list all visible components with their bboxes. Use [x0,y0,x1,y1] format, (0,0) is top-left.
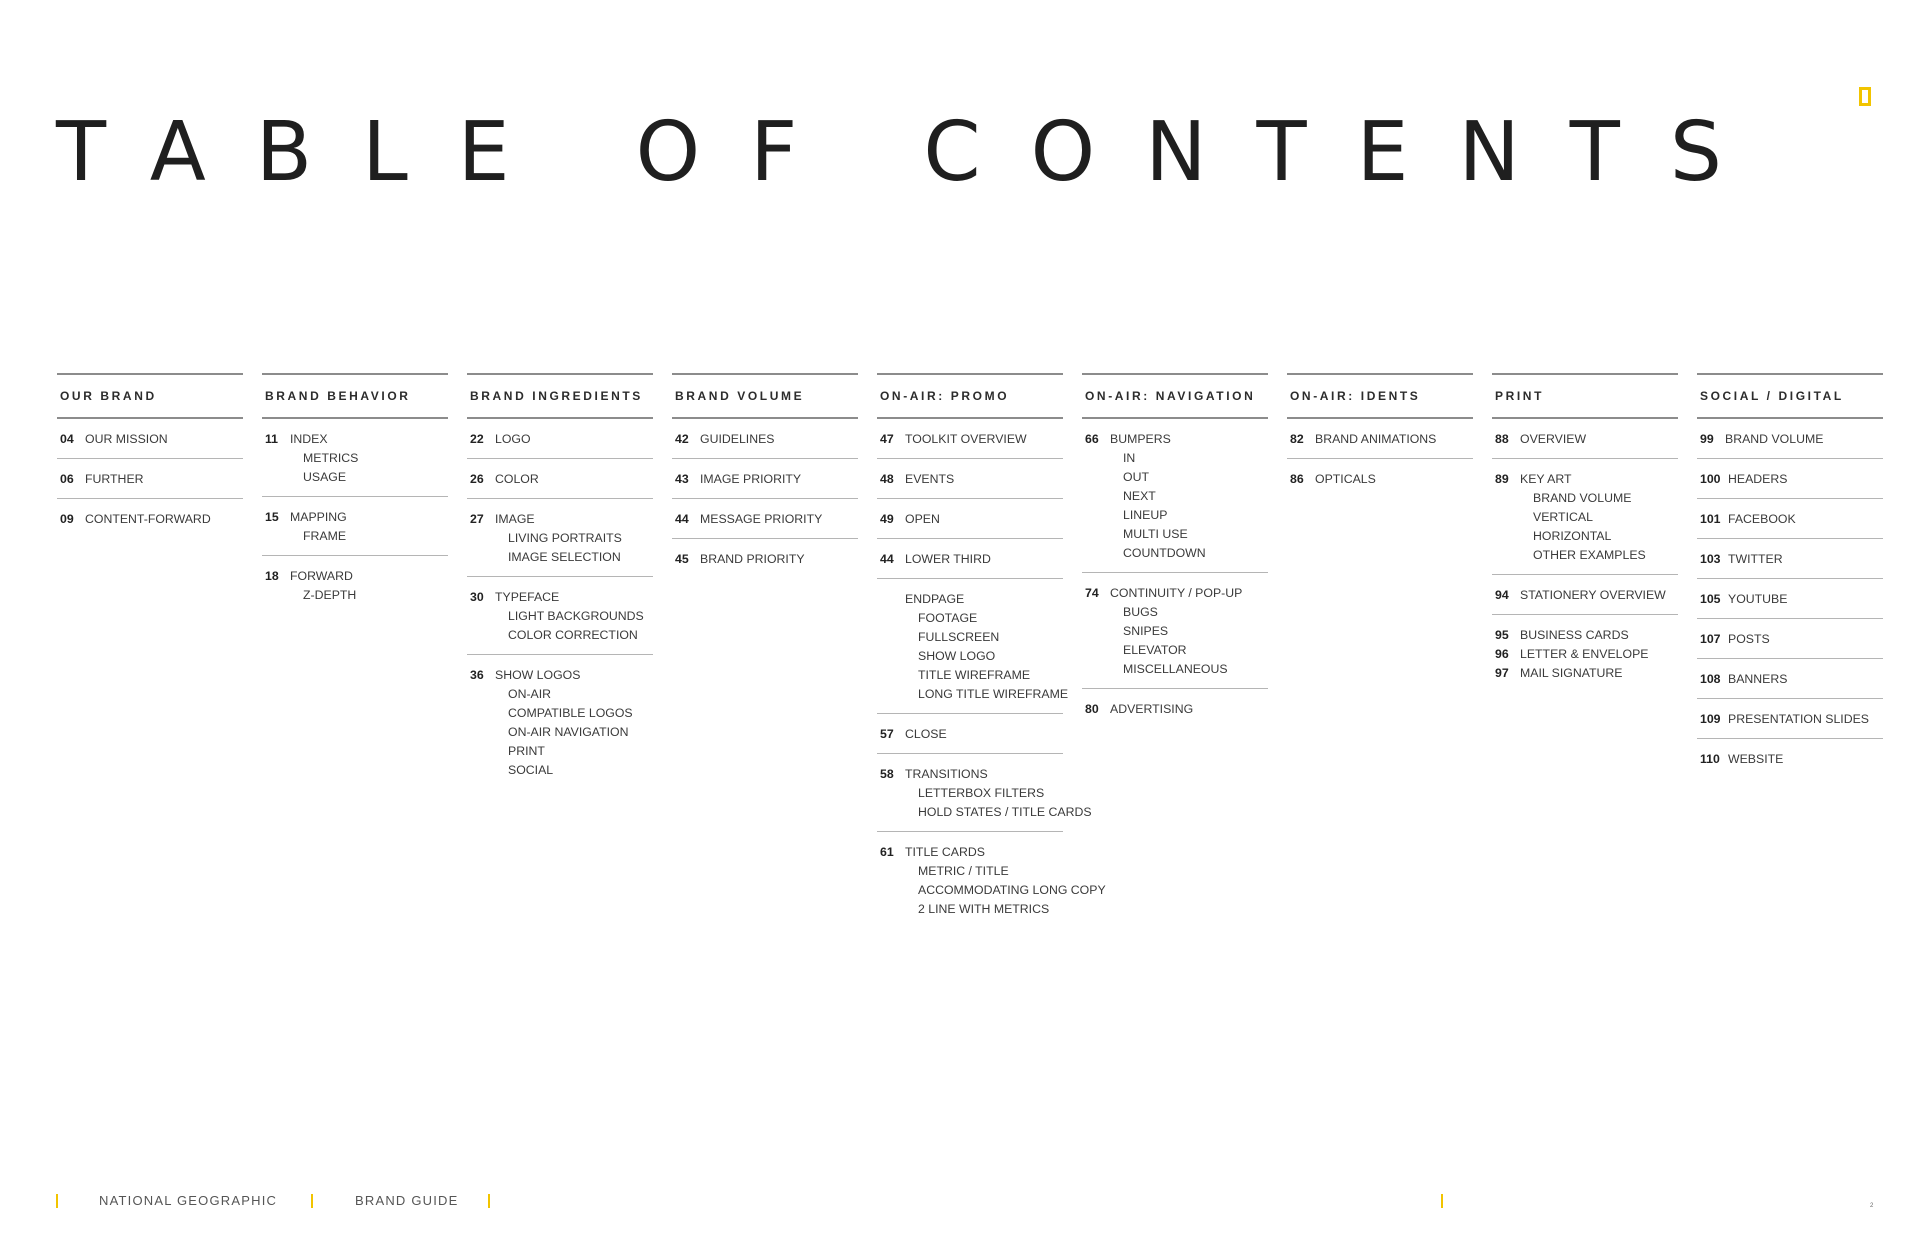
column-heading: ON-AIR: NAVIGATION [1082,375,1268,419]
toc-entry[interactable] [1492,419,1678,459]
toc-entry-label: MAIL SIGNATURE [1520,666,1623,680]
toc-entry-line [1700,470,1883,489]
toc-entry-label: BRAND PRIORITY [700,552,805,566]
toc-entry-label: TWITTER [1728,552,1783,566]
toc-subentry[interactable]: LONG TITLE WIREFRAME [918,687,1069,701]
toc-column [672,373,858,928]
page-ref-number: 22 [470,432,484,446]
page-ref-number: 110 [1700,752,1720,766]
toc-entry-line [1495,626,1678,645]
toc-entry-line [1700,670,1883,689]
column-heading: ON-AIR: PROMO [877,375,1063,419]
toc-columns [57,373,1883,928]
toc-subentry[interactable]: COMPATIBLE LOGOS [508,706,633,720]
toc-entry-label: HEADERS [1728,472,1788,486]
toc-entry-label: IMAGE PRIORITY [700,472,802,486]
toc-subentry[interactable]: ON-AIR NAVIGATION [508,725,629,739]
toc-subentry[interactable]: BUGS [1123,605,1158,619]
toc-entry-label: ADVERTISING [1110,702,1194,716]
toc-entry-label: OUR MISSION [85,432,168,446]
toc-entry-label: CONTENT-FORWARD [85,512,211,526]
toc-entry[interactable] [57,459,243,499]
page-ref-number: 36 [470,668,484,682]
toc-entry-line [1495,470,1678,489]
toc-entry[interactable] [672,499,858,539]
toc-entry-line [1495,430,1678,449]
toc-entry-line [880,590,1063,609]
toc-entry-line [880,725,1063,744]
toc-entry[interactable] [1492,615,1678,692]
toc-entry-label: TRANSITIONS [905,767,988,781]
toc-entry[interactable] [877,832,1106,928]
toc-column [1492,373,1678,928]
page-ref-number: 43 [675,472,689,486]
toc-subentry[interactable]: IN [1123,451,1136,465]
toc-entry[interactable] [877,499,1063,539]
toc-entry-line [1495,586,1678,605]
toc-entry[interactable] [1697,659,1883,699]
toc-entry[interactable] [1697,579,1883,619]
toc-entry-label: SHOW LOGOS [495,668,581,682]
toc-entry[interactable] [467,419,653,459]
toc-entry-label: ENDPAGE [905,592,965,606]
toc-entry-line [265,430,448,449]
toc-entry-line [470,666,653,685]
toc-entry[interactable] [57,419,243,459]
toc-entry-label: LOWER THIRD [905,552,991,566]
column-heading: BRAND INGREDIENTS [467,375,653,419]
toc-entry[interactable] [1492,575,1678,615]
toc-subentry[interactable]: Z-DEPTH [303,588,357,602]
toc-subentry[interactable]: SHOW LOGO [918,649,996,663]
page-ref-number: 49 [880,512,894,526]
page-ref-number: 80 [1085,702,1099,716]
column-heading: PRINT [1492,375,1678,419]
toc-column [1287,373,1473,928]
page-ref-number: 103 [1700,552,1721,566]
toc-subentry[interactable]: VERTICAL [1533,510,1593,524]
toc-entry[interactable] [877,539,1063,579]
toc-entry-line [1700,630,1883,649]
toc-subentry[interactable]: HORIZONTAL [1533,529,1612,543]
footer-divider-icon [488,1194,490,1208]
toc-entry[interactable] [467,655,653,789]
toc-entry-label: TITLE CARDS [905,845,985,859]
page-ref-number: 18 [265,569,279,583]
toc-subentry[interactable]: USAGE [303,470,347,484]
toc-entry[interactable] [672,459,858,499]
page-ref-number: 88 [1495,432,1509,446]
toc-subentry[interactable]: 2 LINE WITH METRICS [918,902,1050,916]
toc-entry-label: BRAND ANIMATIONS [1315,432,1437,446]
toc-entry-label: BUMPERS [1110,432,1171,446]
page-ref-number: 82 [1290,432,1304,446]
page-ref-number: 15 [265,510,279,524]
toc-entry[interactable] [877,459,1063,499]
toc-entry[interactable] [1697,539,1883,579]
toc-entry-line [265,508,448,527]
toc-subentry[interactable]: TITLE WIREFRAME [918,668,1031,682]
toc-subentry[interactable]: BRAND VOLUME [1533,491,1632,505]
toc-column [1082,373,1268,928]
page-ref-number: 95 [1495,628,1509,642]
toc-entry-line [675,470,858,489]
toc-entry[interactable] [262,556,448,614]
toc-entry-label: CONTINUITY / POP-UP [1110,586,1243,600]
toc-entry-label: YOUTUBE [1728,592,1788,606]
column-heading: BRAND VOLUME [672,375,858,419]
page-ref-number: 45 [675,552,689,566]
toc-entry-label: BRAND VOLUME [1725,432,1824,446]
page-number: 2 [1870,1203,1874,1209]
toc-entry-label: GUIDELINES [700,432,775,446]
toc-entry[interactable] [877,714,1063,754]
toc-entry-line [470,588,653,607]
toc-entry-label: EVENTS [905,472,955,486]
column-heading: BRAND BEHAVIOR [262,375,448,419]
toc-entry-label: FORWARD [290,569,353,583]
toc-entry-label: IMAGE [495,512,535,526]
toc-entry-label: FURTHER [85,472,144,486]
toc-entry-line [880,470,1063,489]
page-ref-number: 06 [60,472,74,486]
footer-divider-icon [311,1194,313,1208]
page-ref-number: 27 [470,512,484,526]
page-ref-number: 108 [1700,672,1721,686]
toc-entry-line [470,430,653,449]
toc-entry-line [1700,430,1883,449]
toc-entry[interactable] [1697,699,1883,739]
column-heading: OUR BRAND [57,375,243,419]
page-ref-number: 99 [1700,432,1714,446]
toc-subentry[interactable]: FULLSCREEN [918,630,1000,644]
page-ref-number: 04 [60,432,74,446]
page-ref-number: 96 [1495,647,1509,661]
toc-column [262,373,448,928]
toc-subentry[interactable]: NEXT [1123,489,1156,503]
page-ref-number: 89 [1495,472,1509,486]
page-ref-number: 09 [60,512,74,526]
toc-entry-label: FACEBOOK [1728,512,1796,526]
toc-entry-label: BUSINESS CARDS [1520,628,1629,642]
toc-subentry[interactable]: MISCELLANEOUS [1123,662,1228,676]
toc-entry[interactable] [672,419,858,459]
page-ref-number: 74 [1085,586,1099,600]
toc-subentry[interactable]: OTHER EXAMPLES [1533,548,1646,562]
toc-entry-line [1085,430,1268,449]
toc-entry-line [1700,590,1883,609]
toc-entry-label: TOOLKIT OVERVIEW [905,432,1027,446]
toc-subentry[interactable]: SNIPES [1123,624,1169,638]
toc-entry-label: POSTS [1728,632,1770,646]
nat-geo-logo-icon [1859,87,1871,106]
toc-subentry[interactable]: HOLD STATES / TITLE CARDS [918,805,1092,819]
toc-entry[interactable] [262,497,448,556]
page-ref-number: 30 [470,590,484,604]
toc-entry[interactable] [467,499,653,577]
toc-entry-line [675,430,858,449]
toc-subentry[interactable]: COLOR CORRECTION [508,628,638,642]
toc-entry-label: OVERVIEW [1520,432,1587,446]
toc-entry-line [1290,470,1473,489]
toc-entry[interactable] [877,419,1063,459]
toc-subentry[interactable]: PRINT [508,744,545,758]
footer [0,1192,1920,1212]
toc-entry-label: BANNERS [1728,672,1788,686]
page-ref-number: 58 [880,767,894,781]
toc-entry-line [470,470,653,489]
toc-entry-label: KEY ART [1520,472,1572,486]
toc-subentry[interactable]: LETTERBOX FILTERS [918,786,1045,800]
page-ref-number: 61 [880,845,894,859]
page-title: TABLE OF CONTENTS [56,105,1772,200]
toc-entry-label: MESSAGE PRIORITY [700,512,823,526]
toc-subentry[interactable]: METRIC / TITLE [918,864,1009,878]
toc-entry[interactable] [1082,689,1268,728]
toc-subentry[interactable]: FRAME [303,529,347,543]
toc-entry[interactable] [1697,499,1883,539]
toc-entry-line [1700,550,1883,569]
toc-entry-line [880,765,1063,784]
footer-divider-icon [1441,1194,1443,1208]
toc-column [1697,373,1883,928]
toc-entry-line [880,550,1063,569]
toc-entry[interactable] [262,419,448,497]
toc-entry-line [470,510,653,529]
toc-entry[interactable] [1082,419,1268,573]
page-ref-number: 44 [675,512,689,526]
toc-entry-line [880,510,1063,529]
toc-entry[interactable] [1082,573,1268,689]
toc-entry[interactable] [1697,459,1883,499]
toc-entry-label: WEBSITE [1728,752,1784,766]
toc-subentry[interactable]: FOOTAGE [918,611,978,625]
toc-entry-label: OPEN [905,512,940,526]
toc-entry[interactable] [1697,739,1883,778]
page-ref-number: 109 [1700,712,1721,726]
page-ref-number: 44 [880,552,894,566]
toc-subentry[interactable]: METRICS [303,451,359,465]
page-ref-number: 66 [1085,432,1099,446]
page-ref-number: 57 [880,727,894,741]
column-heading: ON-AIR: IDENTS [1287,375,1473,419]
footer-doc-title: BRAND GUIDE [355,1193,459,1208]
toc-entry[interactable] [877,754,1092,832]
toc-entry-line [880,843,1063,862]
page-ref-number: 101 [1700,512,1721,526]
toc-subentry[interactable]: LIVING PORTRAITS [508,531,622,545]
page-ref-number: 26 [470,472,484,486]
toc-entry[interactable] [1287,419,1473,459]
page-ref-number: 94 [1495,588,1509,602]
toc-entry[interactable] [467,459,653,499]
page-ref-number: 48 [880,472,894,486]
toc-entry-label: INDEX [290,432,328,446]
page-ref-number: 42 [675,432,689,446]
toc-subentry[interactable]: ON-AIR [508,687,552,701]
page-ref-number: 107 [1700,632,1721,646]
toc-entry-label: PRESENTATION SLIDES [1728,712,1869,726]
page-ref-number: 105 [1700,592,1721,606]
toc-entry-line [1290,430,1473,449]
toc-entry-line [60,470,243,489]
page-ref-number [880,590,905,609]
column-heading: SOCIAL / DIGITAL [1697,375,1883,419]
page-ref-number: 47 [880,432,894,446]
toc-subentry[interactable]: ELEVATOR [1123,643,1187,657]
toc-entry-label: COLOR [495,472,539,486]
toc-entry[interactable] [1492,459,1678,575]
footer-divider-icon [56,1194,58,1208]
toc-entry[interactable] [467,577,653,655]
toc-entry-line [880,430,1063,449]
toc-entry-label: OPTICALS [1315,472,1376,486]
page-ref-number: 86 [1290,472,1304,486]
toc-entry-label: MAPPING [290,510,347,524]
toc-subentry[interactable]: OUT [1123,470,1149,484]
toc-entry-line [60,510,243,529]
toc-subentry[interactable]: COUNTDOWN [1123,546,1206,560]
toc-entry-line [1495,645,1678,664]
toc-entry[interactable] [672,539,858,578]
toc-entry[interactable] [1697,419,1883,459]
toc-entry-label: STATIONERY OVERVIEW [1520,588,1666,602]
toc-subentry[interactable]: LINEUP [1123,508,1168,522]
toc-entry[interactable] [1287,459,1473,498]
footer-brand: NATIONAL GEOGRAPHIC [99,1193,278,1208]
toc-entry-label: LETTER & ENVELOPE [1520,647,1649,661]
toc-entry[interactable] [1697,619,1883,659]
toc-subentry[interactable]: SOCIAL [508,763,554,777]
page-ref-number: 97 [1495,666,1509,680]
toc-entry-label: LOGO [495,432,531,446]
toc-column [467,373,653,928]
toc-entry-line [1085,700,1268,719]
toc-entry-line [1700,750,1883,769]
toc-entry-label: TYPEFACE [495,590,560,604]
toc-entry-label: CLOSE [905,727,947,741]
toc-entry-line [1495,664,1678,683]
toc-entry[interactable] [57,499,243,538]
toc-entry-line [1700,510,1883,529]
toc-entry-line [265,567,448,586]
toc-column [57,373,243,928]
toc-entry-line [675,550,858,569]
page-ref-number: 11 [265,432,278,446]
toc-subentry[interactable]: LIGHT BACKGROUNDS [508,609,644,623]
toc-entry-line [60,430,243,449]
page-ref-number: 100 [1700,472,1721,486]
toc-entry-line [675,510,858,529]
toc-subentry[interactable]: IMAGE SELECTION [508,550,621,564]
toc-entry-line [1700,710,1883,729]
toc-subentry[interactable]: ACCOMMODATING LONG COPY [918,883,1106,897]
toc-subentry[interactable]: MULTI USE [1123,527,1188,541]
toc-entry-line [1085,584,1268,603]
toc-entry[interactable] [877,579,1069,714]
